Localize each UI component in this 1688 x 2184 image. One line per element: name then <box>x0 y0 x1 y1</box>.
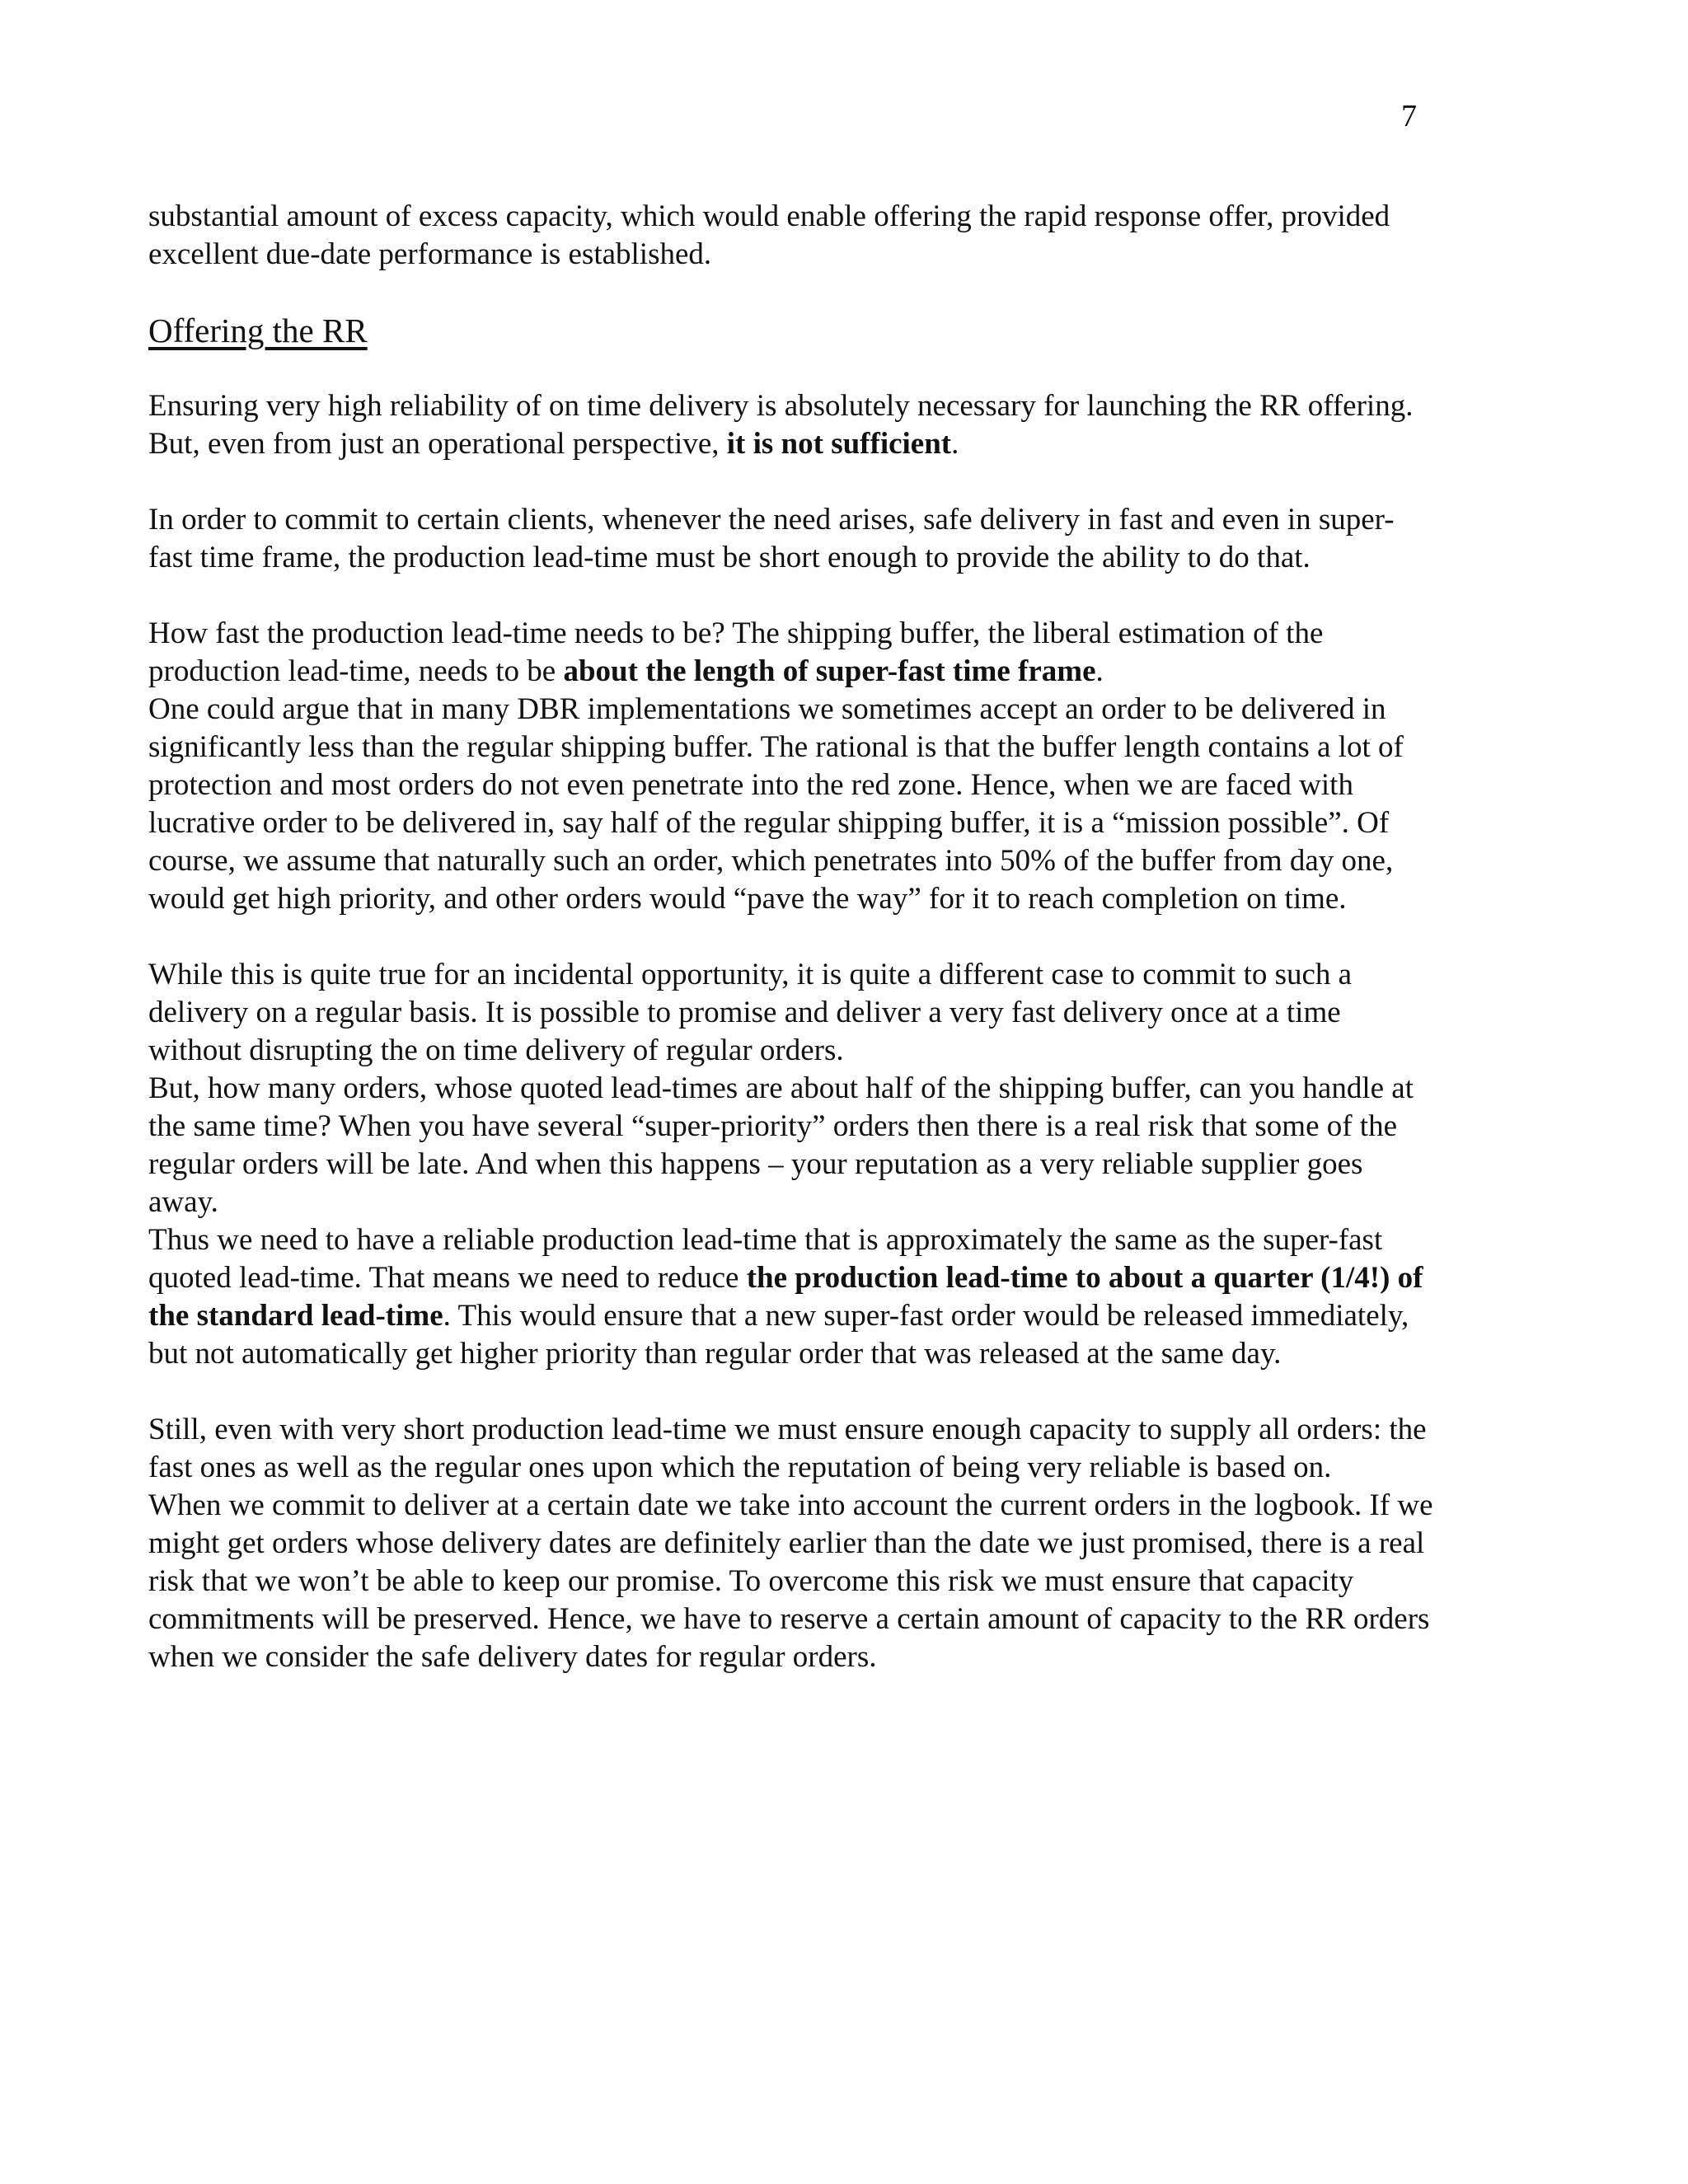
paragraph-reserve-capacity: When we commit to deliver at a certain date we take into account the current orders in the logbook. If we might get orders whose delivery dates are definitely earlier than the date we just promised, there is a real risk that we won’t be able to keep our promise. To overcome this risk we must ensure that capacity commitments will be preserved. Hence, we have to reserve a certain amount of capacity to the RR orders when we consider the safe delivery dates for regular orders. <box>148 1488 1433 1674</box>
paragraph-lead-time-end: . <box>1095 654 1104 688</box>
paragraph-reliability <box>148 387 1434 463</box>
paragraph-reduce-lead-time <box>148 1221 1434 1373</box>
paragraph-incidental-opportunity: While this is quite true for an incidental opportunity, it is quite a different case to commit to such a delivery on a regular basis. It is possible to promise and deliver a very fast delivery once at a time without disrupting the on time delivery of regular orders. <box>148 958 1353 1067</box>
paragraph-capacity: Still, even with very short production lead-time we must ensure enough capacity to supply all orders: the fast ones as well as the regular ones upon which the reputation of being very reliable is based on. <box>148 1413 1427 1484</box>
paragraph-reduce-text: Thus we need to have a reliable production lead-time that is approximately the same as the super-fast quoted lead-time. That means we need to reduce <box>148 1223 1383 1295</box>
document-body <box>148 198 1434 1676</box>
paragraph-reliability-end: . <box>951 427 959 461</box>
paragraph-reduce-emphasis: the production lead-time to about a quarter (1/4!) of the standard lead-time <box>148 1261 1423 1333</box>
paragraph-commit: In order to commit to certain clients, whenever the need arises, safe delivery in fast and even in super-fast time frame, the production lead-time must be short enough to provide the ability to do that. <box>148 503 1395 574</box>
paragraph-dbr-argument: One could argue that in many DBR implementations we sometimes accept an order to be delivered in significantly less than the regular shipping buffer. The rational is that the buffer length contains a lot of protection and most orders do not even penetrate into the red zone. Hence, when we are faced with lucrative order to be delivered in, say half of the regular shipping buffer, it is a “mission possible”. Of course, we assume that naturally such an order, which penetrates into 50% of the buffer from day one, would get high priority, and other orders would “pave the way” for it to reach completion on time. <box>148 692 1404 916</box>
page-number: 7 <box>1401 99 1417 134</box>
section-heading: Offering the RR <box>148 312 368 349</box>
paragraph-lead-time-emphasis: about the length of super-fast time frame <box>563 654 1096 688</box>
paragraph-reliability-emphasis: it is not sufficient <box>726 427 952 461</box>
paragraph-how-many-orders: But, how many orders, whose quoted lead-times are about half of the shipping buffer, can you handle at the same time? When you have several “super-priority” orders then there is a real risk that some of the regular orders will be late. And when this happens – your reputation as a very reliable supplier goes away. <box>148 1071 1414 1219</box>
paragraph-lead-time-text: How fast the production lead-time needs to be? The shipping buffer, the liberal estimation of the production lead-time, needs to be <box>148 616 1324 688</box>
paragraph-reduce-end: . This would ensure that a new super-fast order would be released immediately, but not automatically get higher priority than regular order that was released at the same day. <box>148 1299 1409 1371</box>
paragraph-reliability-text: Ensuring very high reliability of on time delivery is absolutely necessary for launching the RR offering. But, even from just an operational perspective, <box>148 389 1414 461</box>
intro-paragraph: substantial amount of excess capacity, which would enable offering the rapid response offer, provided excellent due-date performance is established. <box>148 199 1390 271</box>
paragraph-lead-time-question <box>148 615 1434 691</box>
